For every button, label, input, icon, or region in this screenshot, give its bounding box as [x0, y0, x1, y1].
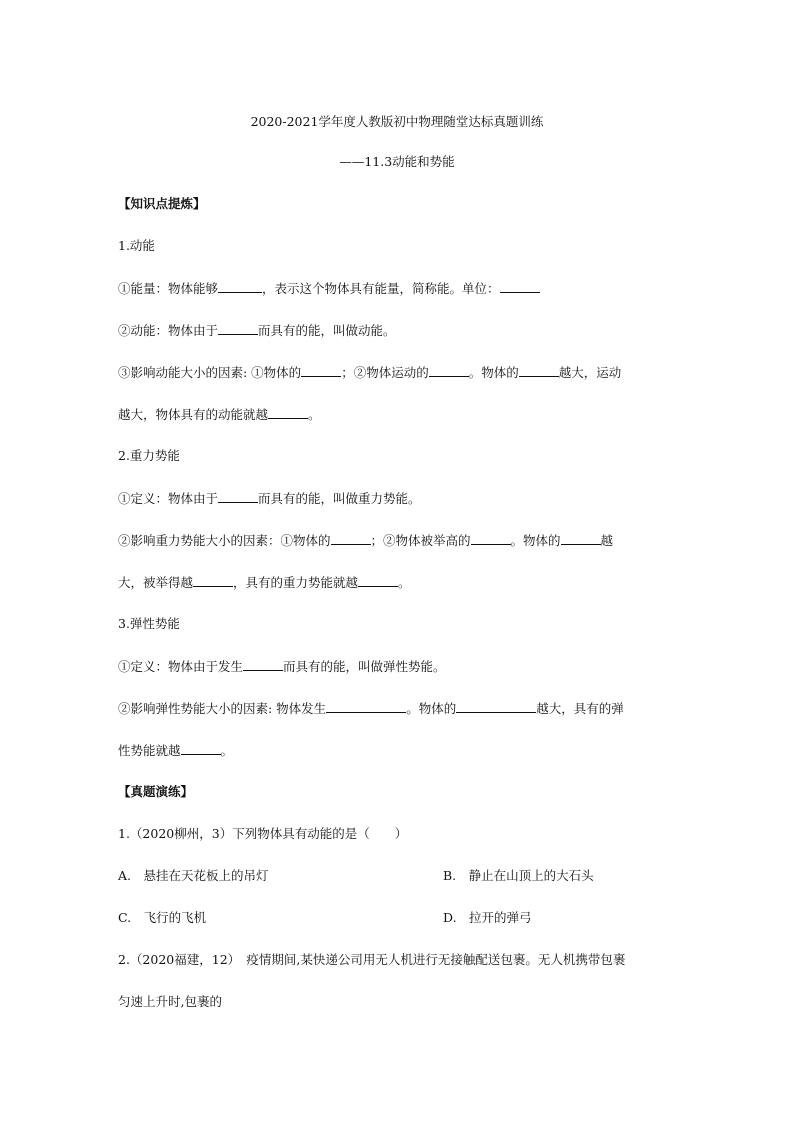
blank: [519, 364, 559, 377]
blank: [561, 532, 601, 545]
blank: [268, 406, 308, 419]
kinetic-line-3: ③影响动能大小的因素: ①物体的 ；②物体运动的 。物体的 越大，运动: [118, 365, 622, 380]
section-knowledge: 【知识点提炼】: [118, 196, 206, 211]
doc-subtitle: ——11.3动能和势能: [339, 154, 455, 169]
blank: [243, 658, 283, 671]
q1-option-d: D. 拉开的弹弓: [443, 910, 532, 925]
gravity-line-1: ①定义：物体由于 而具有的能，叫做重力势能。: [118, 491, 421, 506]
elastic-heading: 3.弹性势能: [118, 616, 180, 631]
q1-options-row-2: [118, 910, 678, 926]
q1-option-a: A. 悬挂在天花板上的吊灯: [118, 868, 269, 883]
blank: [326, 700, 406, 713]
blank: [218, 280, 262, 293]
q2-stem: 2.（2020福建，12） 疫情期间,某快递公司用无人机进行无接触配送包裹。无人机携带包裹: [118, 952, 626, 967]
blank: [218, 322, 258, 335]
elastic-line-3: 性势能就越 。: [118, 743, 234, 758]
doc-title: 2020-2021学年度人教版初中物理随堂达标真题训练: [250, 114, 544, 129]
blank: [358, 574, 398, 587]
q1-option-b: B. 静止在山顶上的大石头: [443, 868, 594, 883]
kinetic-heading: 1.动能: [118, 238, 155, 253]
blank: [500, 280, 540, 293]
blank: [471, 532, 511, 545]
blank: [331, 532, 371, 545]
blank: [193, 574, 233, 587]
gravity-line-2: ②影响重力势能大小的因素：①物体的 ；②物体被举高的 。物体的 越: [118, 533, 614, 548]
q1-option-c: C. 飞行的飞机: [118, 910, 207, 925]
gravity-heading: 2.重力势能: [118, 448, 180, 463]
kinetic-line-4: 越大，物体具有的动能就越 。: [118, 407, 321, 422]
elastic-line-1: ①定义：物体由于发生 而具有的能，叫做弹性势能。: [118, 659, 446, 674]
kinetic-line-1: ①能量：物体能够 ，表示这个物体具有能量，简称能。单位：: [118, 280, 540, 297]
blank: [301, 364, 341, 377]
section-practice: 【真题演练】: [118, 784, 194, 799]
kinetic-line-2: ②动能：物体由于 而具有的能，叫做动能。: [118, 323, 396, 338]
q1-options-row-1: [118, 868, 678, 884]
gravity-line-3: 大，被举得越 ，具有的重力势能就越 。: [118, 575, 411, 590]
q1-stem: 1.（2020柳州，3）下列物体具有动能的是（ ）: [118, 826, 408, 841]
blank: [456, 700, 536, 713]
elastic-line-2: ②影响弹性势能大小的因素: 物体发生 。物体的 越大，具有的弹: [118, 701, 624, 716]
blank: [218, 490, 258, 503]
blank: [429, 364, 469, 377]
blank: [181, 742, 221, 755]
q2-continued: 匀速上升时,包裹的: [118, 994, 222, 1009]
